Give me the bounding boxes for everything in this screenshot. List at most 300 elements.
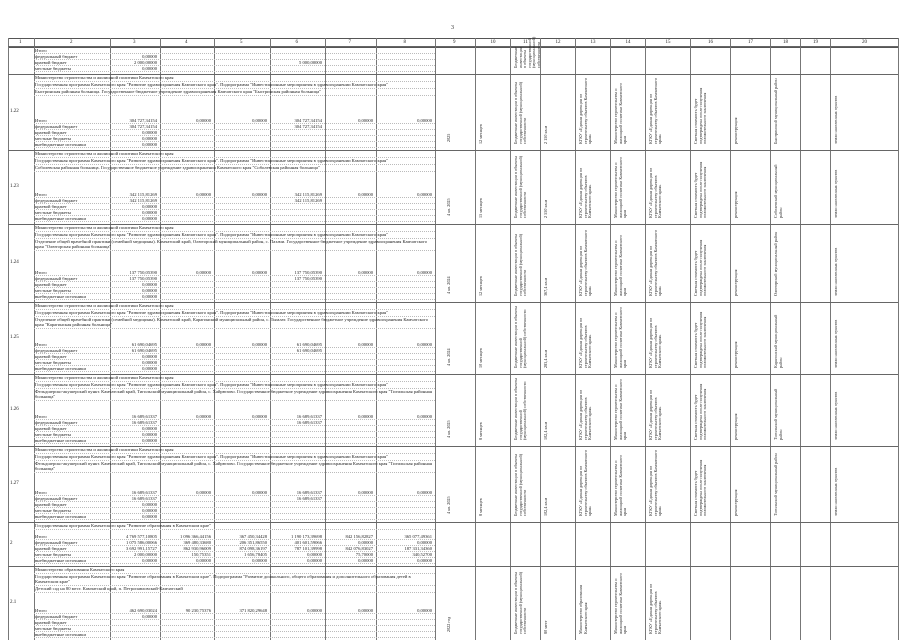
fund-rule [34,495,435,496]
column-divider [510,38,511,640]
fund-rule [34,215,435,216]
fund-label-local: местные бюджеты [35,210,71,215]
amount-cell: 187 331,34360 [404,546,432,551]
program-name: Государственная программа Камчатского края "Развитие здравоохранения Камчатского края". Подпрограмма "Инвестиционные мероприятия в здравоохранении Камчатского края" [35,158,389,163]
amount-cell: 304 727,34154 [129,118,157,123]
attribute-cell: Сметная стоимость будет подтверждена после получения положительного заключения [693,161,708,218]
attribute-cell: КГКУ «Единая дирекция по строительству объектов Камчатского края» [578,230,593,296]
amount-cell: 1 190 173,39698 [290,534,322,539]
completion-year: 4 кв. 2025 [446,420,451,438]
attribute-cell: земли населенных пунктов [833,169,838,218]
fund-label-regional: краевой бюджет [35,130,67,135]
row-number: 1.26 [10,407,19,412]
fund-label-federal: федеральный бюджет [35,198,78,203]
completion-year: 2022 год [446,616,451,632]
amount-cell: 371 820,29648 [239,608,267,613]
completion-year: 4 кв. 2024 [446,348,451,366]
fund-label-local: местные бюджеты [35,66,71,71]
ministry-name: Министерство образования Камчатского края [35,567,125,572]
amount-cell: 0,00000 [196,414,211,419]
amount-cell: 401 601,59066 [294,540,322,545]
column-number: 20 [862,40,867,45]
fund-label-regional: краевой бюджет [35,426,67,431]
attribute-cell: земли населенных пунктов [833,247,838,296]
attribute-cell: КГКУ «Единая дирекция по строительству объектов Камчатского края» [648,450,663,516]
fund-label-federal: федеральный бюджет [35,276,78,281]
fund-label-total: Итого [35,48,47,53]
attribute-cell: 2 550 кв.м [543,199,548,218]
amount-cell: 862 930,96009 [183,546,211,551]
line-rule [34,529,435,530]
amount-cell: 2 000,00000 [134,552,157,557]
attribute-cell: 10 месяцев [478,348,483,368]
fund-label-federal: федеральный бюджет [35,54,78,59]
fund-rule [34,507,435,508]
fund-rule [34,281,435,282]
page-number: 3 [451,25,454,31]
fund-rule [34,287,435,288]
attribute-cell: Министерство строительства и жилищной политики Камчатского края [613,573,628,634]
fund-label-local: местные бюджеты [35,626,71,631]
attribute-cell: земли населенных пунктов [833,319,838,368]
amount-cell: 0,00000 [142,294,157,299]
amount-cell: 0,00000 [307,558,322,563]
attribute-cell: земли населенных пунктов [833,391,838,440]
amount-cell: 137 750,05390 [129,270,157,275]
fund-label-extra: внебюджетные источники [35,216,86,221]
attribute-cell: 8 месяцев [478,498,483,516]
column-number: 17 [748,40,753,45]
fund-label-local: местные бюджеты [35,360,71,365]
amount-cell: 0,00000 [417,490,432,495]
amount-cell: 0,00000 [142,210,157,215]
amount-cell: 3 692 991,15727 [125,546,157,551]
amount-cell: 61 690,04695 [296,348,322,353]
program-name: Государственная программа Камчатского края "Развитие здравоохранения Камчатского края". Подпрограмма "Инвестиционные мероприятия в здравоохранении Камчатского края" [35,232,389,237]
row-number: 1.24 [10,260,19,265]
amount-cell: 0,00000 [252,490,267,495]
amount-cell: 0,00000 [142,282,157,287]
column-number: 14 [625,40,631,45]
amount-cell: 0,00000 [417,414,432,419]
amount-cell: 0,00000 [196,192,211,197]
fund-rule [34,221,435,222]
program-name: Государственная программа Камчатского края "Развитие здравоохранения Камчатского края". Подпрограмма "Инвестиционные мероприятия в здравоохранении Камчатского края" [35,82,389,87]
column-divider [800,38,801,640]
amount-cell: 0,00000 [142,514,157,519]
fund-label-total: Итого [35,342,47,347]
line-rule [34,171,435,172]
amount-cell: 0,00000 [358,540,373,545]
column-number: 5 [240,40,243,45]
fund-rule [34,65,435,66]
amount-cell: 150,75351 [191,552,211,557]
amount-cell: 369 480,33680 [183,540,211,545]
attribute-cell: Сметная стоимость будет подтверждена после получения положительного заключения [693,87,708,144]
column-divider [730,38,731,640]
fund-label-extra: внебюджетные источники [35,366,86,371]
attribute-cell: Министерство строительства и жилищной политики Камчатского края [613,307,628,368]
attribute-cell: земли населенных пунктов [833,467,838,516]
amount-cell: 0,00000 [196,270,211,275]
amount-cell: 0,00000 [142,614,157,619]
amount-cell: 16 689,61337 [131,414,157,419]
fund-rule [34,519,435,520]
fund-rule [34,631,435,632]
fund-label-federal: федеральный бюджет [35,614,78,619]
amount-cell: 2 000,00000 [134,60,157,65]
attribute-cell: КГКУ «Единая дирекция по строительству объектов Камчатского края» [578,317,593,368]
fund-rule [34,419,435,420]
fund-rule [34,129,435,130]
fund-rule [34,71,435,72]
fund-rule [34,197,435,198]
object-name: Детский сад на 80 мест. Камчатский край, п. Петропавловский-Камчатский [35,586,183,591]
amount-cell: 137 750,05390 [294,270,322,275]
fund-label-regional: краевой бюджет [35,546,67,551]
amount-cell: 0,00000 [307,608,322,613]
amount-cell: 75,70000 [355,552,373,557]
ministry-name: Министерство строительства и жилищной политики Камчатского края [35,75,174,80]
attribute-cell: Карагинский муниципальный район [773,314,783,368]
fund-rule [34,513,435,514]
fund-label-total: Итого [35,270,47,275]
fund-rule [34,53,435,54]
amount-cell: 61 690,04695 [131,348,157,353]
amount-cell: 137 750,05390 [129,276,157,281]
fund-label-regional: краевой бюджет [35,60,67,65]
column-divider [435,38,436,640]
amount-cell: 0,00000 [196,118,211,123]
line-rule [34,400,435,401]
amount-cell: 0,00000 [358,118,373,123]
fund-rule [34,365,435,366]
fund-rule [34,359,435,360]
attribute-cell: реконструкция [733,191,738,218]
line-rule [34,250,435,251]
attribute-cell: КГКУ «Единая дирекция по строительству объектов Камчатского края» [578,389,593,440]
attribute-cell: Бюджетные инвестиции в объекты государственной (муниципальной) собственности [513,453,528,516]
column-number: 2 [70,40,73,45]
attribute-cell: Сметная стоимость будет подтверждена после получения положительного заключения [693,311,708,368]
object-name: Фельдшерско-акушерский пункт. Камчатский край, Тигильский муниципальный район, с. Хайрюзово. Государственное бюджетное учреждение здравоохранения Камчатского края "Тигильская районная больница" [35,389,432,399]
attribute-cell: 367,4 кв.м [543,277,548,296]
column-number: 19 [813,40,818,45]
amount-cell: 342 115,81269 [294,192,322,197]
fund-rule [34,141,435,142]
column-number: 16 [708,40,713,45]
attribute-cell: КГКУ «Единая дирекция по строительству объектов Камчатского края» [578,78,593,144]
amount-cell: 0,00000 [417,192,432,197]
line-rule [34,472,435,473]
amount-cell: 874 098,36197 [239,546,267,551]
fund-rule [34,437,435,438]
completion-year: 2025 [446,133,451,142]
amount-cell: 0,00000 [142,216,157,221]
fund-rule [34,443,435,444]
fund-rule [34,275,435,276]
fund-rule [34,299,435,300]
column-number: 15 [665,40,671,45]
object-name: Фельдшерско-акушерский пункт. Камчатский край, Тигильский муниципальный район, с. Хайрюзово. Государственное бюджетное учреждение здравоохранения Камчатского края "Тигильская районная больница" [35,461,432,471]
fund-label-local: местные бюджеты [35,508,71,513]
column-number: 8 [403,40,406,45]
amount-cell: 0,00000 [142,502,157,507]
program-name: Государственная программа Камчатского края "Развитие здравоохранения Камчатского края". Подпрограмма "Инвестиционные мероприятия в здравоохранении Камчатского края" [35,382,389,387]
amount-cell: 16 689,61337 [296,496,322,501]
fund-label-total: Итого [35,118,47,123]
line-rule [34,328,435,329]
object-name: Отделение общей врачебной практики (семейной медицины). Камчатский край, Карагинский муниципальный район, с. Тымлат. Государственное бюджетное учреждение здравоохранения Камчатского края "Карагинская районная больница" [35,317,428,327]
amount-cell: 0,00000 [358,414,373,419]
amount-cell: 0,00000 [252,118,267,123]
column-number: 7 [348,40,351,45]
attribute-cell: реконструкция [733,117,738,144]
column-divider [690,38,691,640]
fund-rule [34,625,435,626]
fund-label-extra: внебюджетные источники [35,294,86,299]
program-name: Государственная программа Камчатского края "Развитие здравоохранения Камчатского края". Подпрограмма "Инвестиционные мероприятия в здравоохранении Камчатского края" [35,454,389,459]
fund-rule [34,501,435,502]
amount-cell: 16 689,61337 [296,420,322,425]
attribute-cell: Бюджетные инвестиции в объекты государственной (муниципальной) собственности [513,155,528,218]
completion-year: 4 кв. 2024 [446,276,451,294]
attribute-cell: 2 150 кв.м [543,125,548,144]
attribute-cell: 15 месяцев [478,198,483,218]
amount-cell: 0,00000 [142,558,157,563]
fund-rule [34,59,435,60]
column-divider [540,38,541,640]
fund-rule [34,147,435,148]
attribute-cell: Соболевский муниципальный район [773,164,783,218]
attribute-cell: Сметная стоимость будет подтверждена после получения положительного заключения [693,239,708,296]
fund-rule [34,619,435,620]
column-divider [898,38,899,640]
row-number: 2.1 [10,600,17,605]
amount-cell: 842 156,82827 [345,534,373,539]
fund-label-total: Итого [35,192,47,197]
fund-label-local: местные бюджеты [35,136,71,141]
attribute-cell: Тигильский муниципальный район [773,388,783,440]
amount-cell: 0,00000 [358,490,373,495]
amount-cell: 0,00000 [417,270,432,275]
column-number: 13 [590,40,596,45]
amount-cell: 365 077,49361 [404,534,432,539]
amount-cell: 304 727,34154 [129,124,157,129]
amount-cell: 304 727,34154 [294,124,322,129]
attribute-cell: КГКУ «Единая дирекция по строительству объектов Камчатского края» [648,230,663,296]
attribute-cell: Министерство строительства и жилищной политики Камчатского края [613,379,628,440]
fund-label-local: местные бюджеты [35,552,71,557]
fund-label-local: местные бюджеты [35,432,71,437]
amount-cell: 0,00000 [142,366,157,371]
attribute-cell: 102,4 кв.м [543,497,548,516]
fund-label-total: Итого [35,534,47,539]
column-divider [830,38,831,640]
amount-cell: 0,00000 [196,490,211,495]
program-name: Государственная программа Камчатского края "Развитие здравоохранения Камчатского края". Подпрограмма "Инвестиционные мероприятия в здравоохранении Камчатского края" [35,310,389,315]
fund-label-extra: внебюджетные источники [35,558,86,563]
fund-label-federal: федеральный бюджет [35,540,78,545]
fund-label-federal: федеральный бюджет [35,348,78,353]
fund-label-federal: федеральный бюджет [35,124,78,129]
amount-cell: 0,00000 [142,66,157,71]
column-number: 12 [555,40,561,45]
attribute-cell: КГКУ «Единая дирекция по строительству объектов Камчатского края» [648,389,663,440]
fund-label-extra: внебюджетные источники [35,514,86,519]
line-rule [34,592,435,593]
fund-label-regional: краевой бюджет [35,204,67,209]
amount-cell: 340,52700 [412,552,432,557]
attribute-cell: Бюджетные инвестиции в объекты государственной (муниципальной) собственности [513,571,528,634]
amount-cell: 16 689,61337 [131,490,157,495]
program-name: Государственная программа Камчатского края "Развитие образования в Камчатском крае". Подпрограмма "Развитие дошкольного, общего образования и дополнительного образования детей в Камчатском крае" [35,574,411,584]
amount-cell: 0,00000 [142,432,157,437]
fund-rule [34,371,435,372]
amount-cell: 90 230,75376 [185,608,211,613]
amount-cell: 0,00000 [417,342,432,347]
attribute-cell: реконструкция [733,341,738,368]
amount-cell: 206 351,86550 [239,540,267,545]
amount-cell: 0,00000 [142,354,157,359]
fund-label-total: Итого [35,414,47,419]
amount-cell: 342 115,81269 [129,192,157,197]
amount-cell: 0,00000 [196,342,211,347]
amount-cell: 0,00000 [252,342,267,347]
fund-rule [34,431,435,432]
fund-rule [34,347,435,348]
fund-rule [34,135,435,136]
attribute-cell: КГКУ «Единая дирекция по строительству объектов Камчатского края» [648,317,663,368]
amount-cell: 304 727,34154 [294,118,322,123]
column-number: 9 [453,40,456,45]
fund-rule [34,637,435,638]
attribute-cell: Министерство строительства и жилищной политики Камчатского края [613,157,628,218]
amount-cell: 787 101,39998 [294,546,322,551]
attribute-cell: 12 месяцев [478,124,483,144]
fund-label-extra: внебюджетные источники [35,142,86,147]
attribute-cell: Бюджетные инвестиции в объекты государственной (муниципальной) собственности [513,36,541,68]
amount-cell: 16 689,61337 [296,490,322,495]
attribute-cell: Сметная стоимость будет подтверждена после получения положительного заключения [693,383,708,440]
amount-cell: 0,00000 [417,540,432,545]
object-name: Отделение общей врачебной практики (семейной медицины). Камчатский край, Олюторский муниципальный район, с. Пахачи. Государственное бюджетное учреждение здравоохранения Камчатского края "Олюторская районная больница" [35,239,428,249]
ministry-name: Государственная программа Камчатского края "Развитие образования в Камчатском крае" [35,523,211,528]
column-divider [770,38,771,640]
fund-label-regional: краевой бюджет [35,502,67,507]
amount-cell: 0,00000 [358,608,373,613]
amount-cell: 842 076,83027 [345,546,373,551]
column-number: 6 [295,40,298,45]
amount-cell: 16 689,61337 [131,420,157,425]
attribute-cell: КГКУ «Единая дирекция по строительству объектов Камчатского края» [578,167,593,218]
row-divider [8,46,898,47]
attribute-cell: Тигильский муниципальный район [773,453,778,516]
amount-cell: 0,00000 [142,142,157,147]
row-number: 1.25 [10,335,19,340]
column-divider [645,38,646,640]
attribute-cell: Бюджетные инвестиции в объекты государственной (муниципальной) собственности [513,306,528,368]
fund-label-federal: федеральный бюджет [35,420,78,425]
attribute-cell: 283,4 кв.м [543,349,548,368]
column-number: 4 [185,40,188,45]
fund-label-regional: краевой бюджет [35,282,67,287]
attribute-cell: КГКУ «Единая дирекция по строительству объектов Камчатского края» [648,167,663,218]
amount-cell: 0,00000 [142,54,157,59]
ministry-name: Министерство строительства и жилищной политики Камчатского края [35,151,174,156]
column-number: 18 [783,40,788,45]
ministry-name: Министерство строительства и жилищной политики Камчатского края [35,225,174,230]
amount-cell: 0,00000 [142,438,157,443]
row-number: 1.27 [10,481,19,486]
amount-cell: 342 115,81269 [294,198,322,203]
fund-label-total: Итого [35,608,47,613]
fund-label-regional: краевой бюджет [35,620,67,625]
amount-cell: 0,00000 [142,360,157,365]
fund-rule [34,203,435,204]
amount-cell: 0,00000 [142,508,157,513]
amount-cell: 0,00000 [417,118,432,123]
amount-cell: 1 656,78405 [244,552,267,557]
amount-cell: 367 450,34428 [239,534,267,539]
fund-rule [34,293,435,294]
amount-cell: 1 096 366,44156 [179,534,211,539]
attribute-cell: реконструкция [733,269,738,296]
fund-rule [34,425,435,426]
attribute-cell: реконструкция [733,413,738,440]
column-divider [575,38,576,640]
amount-cell: 0,00000 [358,558,373,563]
row-number: 1.23 [10,184,19,189]
attribute-cell: КГКУ «Единая дирекция по строительству объектов Камчатского края» [578,450,593,516]
attribute-cell: земли населенных пунктов [833,95,838,144]
amount-cell: 61 690,04695 [296,342,322,347]
amount-cell: 16 689,61337 [131,496,157,501]
attribute-cell: 12 месяцев [478,276,483,296]
amount-cell: 0,00000 [307,552,322,557]
attribute-cell: КГКУ «Единая дирекция по строительству объектов Камчатского края» [648,583,663,634]
amount-cell: 5 000,00000 [299,60,322,65]
completion-year: 4 кв. 2025 [446,496,451,514]
attribute-cell: Быстринский муниципальный район [773,78,778,144]
amount-cell: 462 690,03024 [129,608,157,613]
column-number: 1 [19,40,22,45]
column-number: 11 [523,40,528,45]
object-name: Быстринская районная больница. Государственное бюджетное учреждение здравоохранения Камчатского края "Быстринская районная больница" [35,89,322,94]
ministry-name: Министерство строительства и жилищной политики Камчатского края [35,303,174,308]
attribute-cell: Олюторский муниципальный район [773,231,778,296]
attribute-cell: Министерство образования Камчатского края [578,585,588,634]
amount-cell: 61 690,04695 [131,342,157,347]
object-name: Соболевская районная больница. Государственное бюджетное учреждение здравоохранения Камчатского края "Соболевская районная больница" [35,165,320,170]
amount-cell: 0,00000 [142,130,157,135]
completion-year: 4 кв. 2025 [446,198,451,216]
amount-cell: 0,00000 [417,558,432,563]
attribute-cell: 80 мест [543,620,548,634]
amount-cell: 0,00000 [142,136,157,141]
attribute-cell: Сметная стоимость будет подтверждена после получения положительного заключения [693,459,708,516]
fund-rule [34,123,435,124]
column-divider [8,38,9,640]
attribute-cell: 102,4 кв.м [543,421,548,440]
amount-cell: 0,00000 [142,288,157,293]
amount-cell: 0,00000 [252,414,267,419]
amount-cell: 0,00000 [417,608,432,613]
attribute-cell: Министерство строительства и жилищной политики Камчатского края [613,455,628,516]
amount-cell: 0,00000 [358,342,373,347]
row-number: 2 [10,541,13,546]
attribute-cell: Министерство строительства и жилищной политики Камчатского края [613,83,628,144]
